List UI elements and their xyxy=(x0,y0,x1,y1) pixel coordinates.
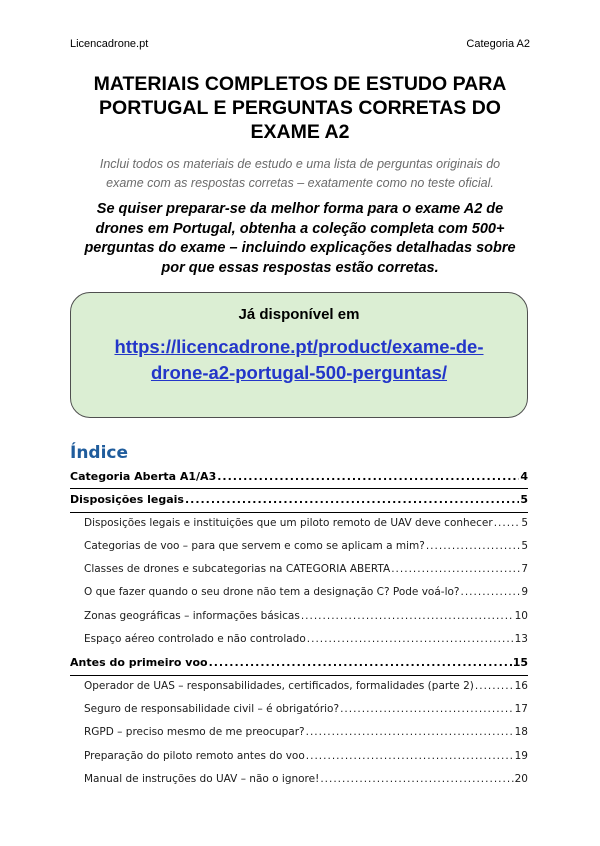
toc-page-number: 13 xyxy=(514,633,528,646)
toc-subsection[interactable] xyxy=(70,513,528,536)
toc-subsection[interactable] xyxy=(70,606,528,629)
promo-line: perguntas do exame – incluindo explicações detalhadas sobre xyxy=(84,240,516,256)
toc-page-number: 5 xyxy=(521,516,528,529)
category-label: Categoria A2 xyxy=(466,38,530,50)
toc-entry-title: Disposições legais e instituições que um piloto remoto de UAV deve conhecer xyxy=(84,516,493,529)
toc-entry-title: Zonas geográficas – informações básicas xyxy=(84,609,300,622)
toc-page-number: 16 xyxy=(514,679,528,692)
toc-section[interactable] xyxy=(70,652,528,675)
toc-entry-title: Preparação do piloto remoto antes do voo xyxy=(84,749,305,762)
toc-leader-dots xyxy=(185,493,519,506)
toc-section[interactable] xyxy=(70,466,528,489)
toc-subsection[interactable] xyxy=(70,629,528,652)
toc-leader-dots xyxy=(494,517,521,529)
toc-entry-title: Espaço aéreo controlado e não controlado xyxy=(84,633,306,646)
toc-page-number: 18 xyxy=(514,726,528,739)
callout-label: Já disponível em xyxy=(238,306,360,323)
toc-leader-dots xyxy=(306,726,514,738)
title-line: EXAME A2 xyxy=(250,121,350,143)
promo-line: drones em Portugal, obtenha a coleção completa com 500+ xyxy=(95,220,505,237)
product-link[interactable] xyxy=(71,334,527,386)
toc-leader-dots xyxy=(306,750,514,762)
toc-page-number: 7 xyxy=(521,563,528,576)
availability-callout xyxy=(70,292,528,418)
toc-leader-dots xyxy=(301,610,514,622)
promo-line: Se quiser preparar-se da melhor forma para o exame A2 de xyxy=(96,201,504,217)
promo-line: por que essas respostas estão corretas. xyxy=(161,259,439,276)
promo-text xyxy=(62,200,538,278)
toc-page-number: 5 xyxy=(520,493,528,507)
toc-entry-title: Manual de instruções do UAV – não o ignore! xyxy=(84,772,320,785)
page-header xyxy=(70,38,530,50)
toc-page-number: 10 xyxy=(514,609,528,622)
toc-entry-title: Categorias de voo – para que servem e como se aplicam a mim? xyxy=(84,539,425,552)
toc-page-number: 4 xyxy=(520,470,528,483)
product-link-line[interactable]: drone-a2-portugal-500-perguntas/ xyxy=(150,362,448,383)
subtitle-line: Inclui todos os materiais de estudo e uma lista de perguntas originais do xyxy=(99,157,501,171)
title-line: MATERIAIS COMPLETOS DE ESTUDO PARA xyxy=(93,73,507,95)
toc-subsection[interactable] xyxy=(70,746,528,769)
toc-section[interactable] xyxy=(70,489,528,512)
toc-entry-title: Categoria Aberta A1/A3 xyxy=(70,470,217,483)
toc-page-number: 17 xyxy=(514,702,528,715)
title-line: PORTUGAL E PERGUNTAS CORRETAS DO xyxy=(99,97,501,119)
toc-leader-dots xyxy=(426,540,520,552)
toc-subsection[interactable] xyxy=(70,536,528,559)
toc-leader-dots xyxy=(209,656,512,669)
toc-entry-title: Seguro de responsabilidade civil – é obrigatório? xyxy=(84,702,340,715)
product-link-line[interactable]: https://licencadrone.pt/product/exame-de- xyxy=(114,336,484,357)
toc-page-number: 20 xyxy=(514,772,528,785)
toc-leader-dots xyxy=(391,563,520,575)
toc-page-number: 9 xyxy=(521,586,528,599)
toc-leader-dots xyxy=(307,633,514,645)
toc-subsection[interactable] xyxy=(70,559,528,582)
toc-entry-title: RGPD – preciso mesmo de me preocupar? xyxy=(84,726,305,739)
subtitle-line: exame com as respostas corretas – exatamente como no teste oficial. xyxy=(106,176,494,190)
toc-subsection[interactable] xyxy=(70,769,528,792)
toc-leader-dots xyxy=(340,703,514,715)
toc-leader-dots xyxy=(475,680,514,692)
toc-subsection[interactable] xyxy=(70,722,528,745)
toc-entry-title: Operador de UAS – responsabilidades, certificados, formalidades (parte 2) xyxy=(84,679,474,692)
toc-heading: Índice xyxy=(70,443,129,463)
toc-leader-dots xyxy=(461,586,521,598)
toc-leader-dots xyxy=(217,470,519,483)
toc-entry-title: O que fazer quando o seu drone não tem a designação C? Pode voá-lo? xyxy=(84,586,460,599)
document-title xyxy=(60,72,540,144)
toc-subsection[interactable] xyxy=(70,582,528,605)
toc-page-number: 15 xyxy=(512,656,528,670)
toc-page-number: 19 xyxy=(514,749,528,762)
table-of-contents xyxy=(70,466,528,792)
toc-page-number: 5 xyxy=(521,539,528,552)
toc-entry-title: Antes do primeiro voo xyxy=(70,656,208,670)
toc-subsection[interactable] xyxy=(70,699,528,722)
subtitle xyxy=(70,155,530,193)
toc-leader-dots xyxy=(320,773,513,785)
site-name: Licencadrone.pt xyxy=(70,38,149,50)
toc-subsection[interactable] xyxy=(70,676,528,699)
toc-entry-title: Classes de drones e subcategorias na CATEGORIA ABERTA xyxy=(84,563,391,576)
toc-entry-title: Disposições legais xyxy=(70,493,184,507)
